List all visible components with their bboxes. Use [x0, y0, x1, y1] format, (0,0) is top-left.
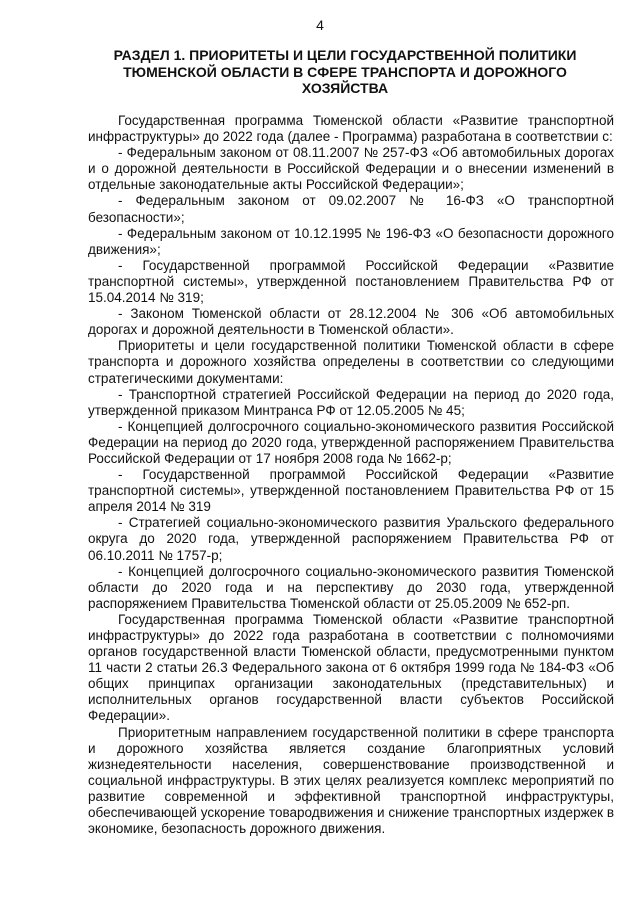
paragraph-priority-direction: Приоритетным направлением государственной политики в сфере транспорта и дорожного хозяйства является создание благоприятных условий жизнедеятельности населения, совершенствование производственной и социальной инфраструктуры. В этих целях реализуется комплекс мероприятий по развитие современной и эффективной транспортной инфраструктуры, обеспечивающей ускорение товародвижения и снижение транспортных издержек в экономике, безопасность дорожного движения. [88, 724, 614, 837]
list-item-rf-concept: - Концепцией долгосрочного социально-экономического развития Российской Федерации на период до 2020 года, утвержденной распоряжением Правительства Российской Федерации от 17 ноября 2008 года № 1662-р; [88, 418, 614, 466]
list-item-ural-strategy: - Стратегией социально-экономического развития Уральского федерального округа до 2020 года, утвержденной распоряжением Правительства РФ от 06.10.2011 № 1757-р; [88, 515, 614, 563]
paragraph-intro: Государственная программа Тюменской области «Развитие транспортной инфраструктуры» до 2022 года (далее - Программа) разработана в соответствии с: [88, 113, 614, 145]
page-number: 4 [316, 17, 324, 33]
list-item-state-program: - Государственной программой Российской Федерации «Развитие транспортной системы», утвержденной постановлением Правительства РФ от 15.04.2014 № 319; [88, 257, 614, 306]
body-text [88, 113, 614, 837]
paragraph-authority: Государственная программа Тюменской области «Развитие транспортной инфраструктуры» до 2022 года разработана в соответствии с полномочиями органов государственной власти Тюменской области, предусмотренными пунктом 11 части 2 статьи 26.3 Федерального закона от 6 октября 1999 года № 184-ФЗ «Об общих принципах организации законодательных (представительных) и исполнительных органов государственной власти субъектов Российской Федерации». [88, 611, 614, 724]
list-item-law-16: - Федеральным законом от 09.02.2007 № 16-ФЗ «О транспортной безопасности»; [88, 193, 614, 225]
section-title: РАЗДЕЛ 1. ПРИОРИТЕТЫ И ЦЕЛИ ГОСУДАРСТВЕННОЙ ПОЛИТИКИ ТЮМЕНСКОЙ ОБЛАСТИ В СФЕРЕ ТРАНСПОРТА И ДОРОЖНОГО ХОЗЯЙСТВА [113, 47, 577, 96]
list-item-regional-law-306: - Законом Тюменской области от 28.12.2004 № 306 «Об автомобильных дорогах и дорожной деятельности в Тюменской области». [88, 306, 614, 338]
list-item-tyumen-concept: - Концепцией долгосрочного социально-экономического развития Тюменской области до 2020 года и на перспективу до 2030 года, утвержденной распоряжением Правительства Тюменской области от 25.05.2009 № 652-рп. [88, 563, 614, 611]
paragraph-priorities: Приоритеты и цели государственной политики Тюменской области в сфере транспорта и дорожного хозяйства определены в соответствии со следующими стратегическими документами: [88, 338, 614, 386]
list-item-state-program-2: - Государственной программой Российской Федерации «Развитие транспортной системы», утвержденной постановлением Правительства РФ от 15 апреля 2014 № 319 [88, 467, 614, 515]
list-item-transport-strategy: - Транспортной стратегией Российской Федерации на период до 2020 года, утвержденной приказом Минтранса РФ от 12.05.2005 № 45; [88, 386, 614, 418]
list-item-law-196: - Федеральным законом от 10.12.1995 № 196-ФЗ «О безопасности дорожного движения»; [88, 225, 614, 257]
list-item-law-257: - Федеральным законом от 08.11.2007 № 257-ФЗ «Об автомобильных дорогах и о дорожной деятельности в Российской Федерации и о внесении изменений в отдельные законодательные акты Российской Федерации»; [88, 145, 614, 193]
